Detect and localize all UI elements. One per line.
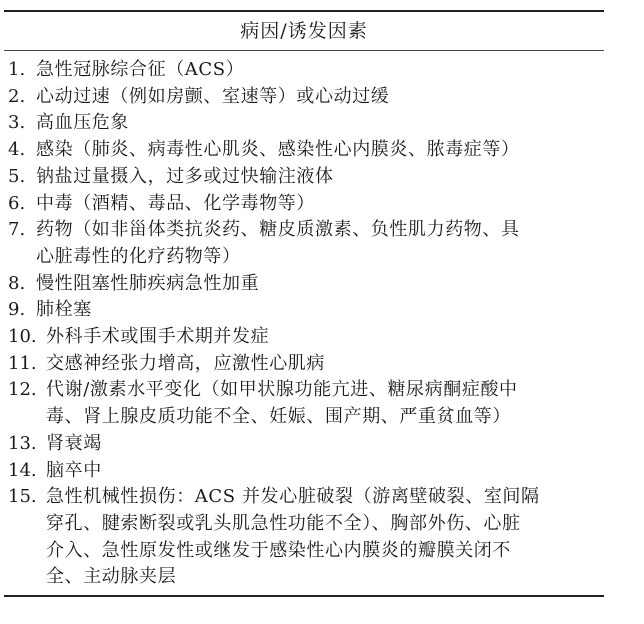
item-text: 肺栓塞 bbox=[36, 299, 92, 321]
item-text: 药物（如非甾体类抗炎药、糖皮质激素、负性肌力药物、具 心脏毒性的化疗药物等） bbox=[36, 219, 520, 267]
item-number: 10. bbox=[8, 326, 37, 348]
item-number: 13. bbox=[8, 432, 37, 454]
item-text: 代谢/激素水平变化（如甲状腺功能亢进、糖尿病酮症酸中 毒、肾上腺皮质功能不全、妊娠、围产期、严重贫血等） bbox=[46, 379, 518, 428]
list-item-3 bbox=[8, 110, 604, 137]
list-item-10 bbox=[8, 324, 604, 351]
item-text: 急性冠脉综合征（ACS） bbox=[36, 59, 245, 80]
item-number: 15. bbox=[8, 486, 37, 508]
item-text: 交感神经张力增高，应激性心肌病 bbox=[46, 352, 325, 374]
item-number: 9. bbox=[8, 299, 26, 321]
item-text: 急性机械性损伤：ACS 并发心脏破裂（游离壁破裂、室间隔 穿孔、腱索断裂或乳头肌急性功能不全）、胸部外伤、心脏 介入、急性原发性或继发于感染性心内膜炎的瓣膜关闭不 全、主动脉夹层 bbox=[46, 486, 540, 588]
table-header: 病因/诱发因素 bbox=[240, 20, 368, 42]
list-item-1 bbox=[8, 57, 604, 84]
list-item-15 bbox=[8, 484, 604, 591]
list-item-2 bbox=[8, 84, 604, 111]
item-number: 14. bbox=[8, 459, 37, 481]
item-text: 中毒（酒精、毒品、化学毒物等） bbox=[36, 192, 315, 214]
item-number: 6. bbox=[8, 192, 26, 214]
item-text: 感染（肺炎、病毒性心肌炎、感染性心内膜炎、脓毒症等） bbox=[36, 139, 520, 161]
item-text: 慢性阻塞性肺疾病急性加重 bbox=[36, 272, 260, 294]
list-item-11 bbox=[8, 351, 604, 378]
table-bottom-rule bbox=[4, 595, 604, 597]
item-text: 心动过速（例如房颤、室速等）或心动过缓 bbox=[36, 85, 390, 107]
list-item-4 bbox=[8, 137, 604, 164]
item-number: 7. bbox=[8, 219, 26, 241]
item-text: 钠盐过量摄入，过多或过快输注液体 bbox=[36, 165, 334, 187]
list-item-9 bbox=[8, 297, 604, 324]
list-item-13 bbox=[8, 431, 604, 458]
etiology-table bbox=[4, 10, 604, 597]
item-text: 外科手术或围手术期并发症 bbox=[46, 326, 270, 348]
item-number: 11. bbox=[8, 352, 37, 374]
item-number: 2. bbox=[8, 85, 26, 107]
item-number: 8. bbox=[8, 272, 26, 294]
item-text: 高血压危象 bbox=[36, 112, 129, 134]
list-item-5 bbox=[8, 164, 604, 191]
list-item-7 bbox=[8, 217, 604, 270]
list-item-14 bbox=[8, 458, 604, 485]
item-number: 1. bbox=[8, 59, 26, 80]
list-item-8 bbox=[8, 271, 604, 298]
item-number: 12. bbox=[8, 379, 37, 401]
list-item-6 bbox=[8, 191, 604, 218]
list-item-12 bbox=[8, 377, 604, 430]
item-number: 5. bbox=[8, 165, 26, 187]
item-number: 4. bbox=[8, 139, 26, 161]
table-body bbox=[4, 51, 604, 591]
item-text: 脑卒中 bbox=[46, 459, 102, 481]
item-number: 3. bbox=[8, 112, 26, 134]
item-text: 肾衰竭 bbox=[46, 432, 102, 454]
